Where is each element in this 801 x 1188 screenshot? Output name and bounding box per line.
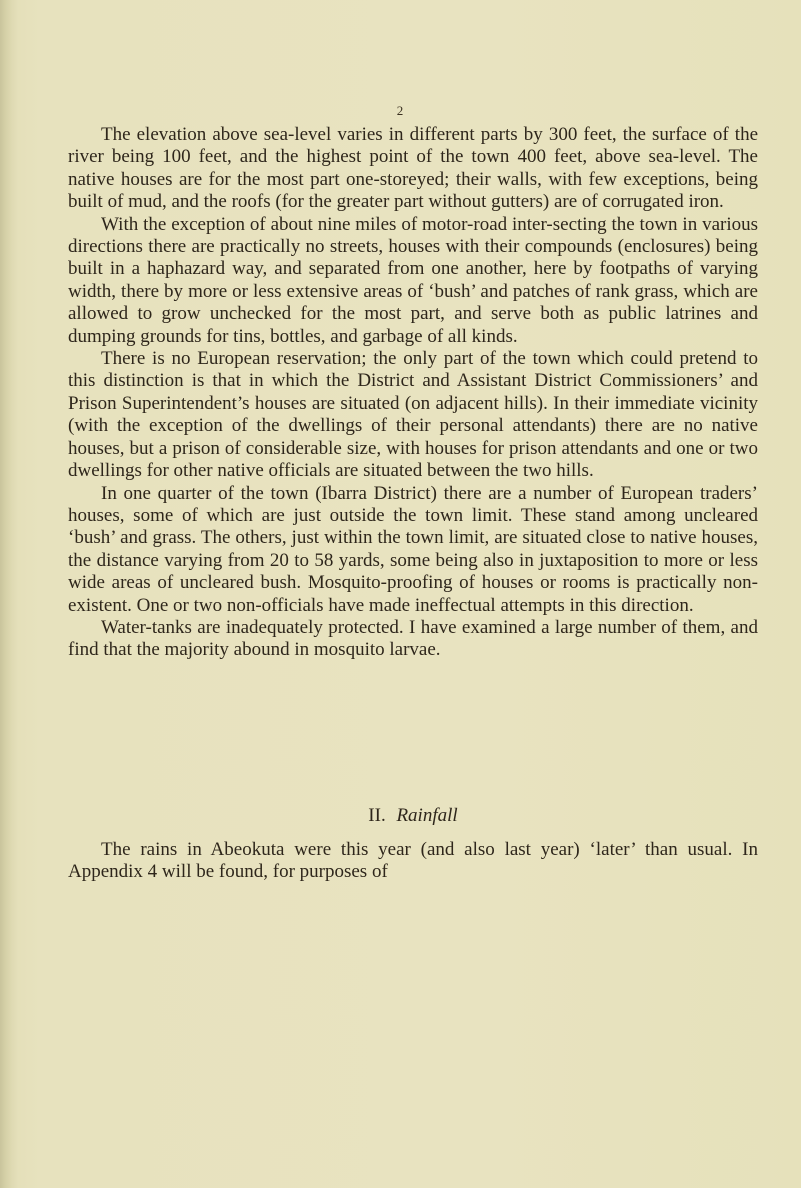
- paragraph: The elevation above sea-level varies in different parts by 300 feet, the surface of the river being 100 feet, and the highest point of the town 400 feet, above sea-level. The native houses are for the most part one-storeyed; their walls, with few exceptions, being built of mud, and the roofs (for the greater part without gutters) are of corrugated iron.: [68, 124, 758, 213]
- body-text: [68, 124, 758, 662]
- page-number: 2: [396, 103, 404, 118]
- paragraph: There is no European reservation; the only part of the town which could pretend to this distinction is that in which the District and Assistant District Commissioners’ and Prison Superintendent’s houses are situated (on adjacent hills). In their immediate vicinity (with the exception of the dwellings of their personal attendants) there are no native houses, but a prison of considerable size, with houses for prison attendants and one or two dwellings for other native officials are situated between the two hills.: [68, 348, 758, 482]
- section-body-text: [68, 839, 758, 884]
- paragraph: Water-tanks are inadequately protected. I have examined a large number of them, and find that the majority abound in mosquito larvae.: [68, 616, 758, 661]
- section-title: Rainfall: [396, 805, 458, 826]
- binding-gutter: [0, 0, 18, 1188]
- paragraph: In one quarter of the town (Ibarra District) there are a number of European traders’ houses, some of which are just outside the town limit. These stand among uncleared ‘bush’ and grass. The others, just within the town limit, are situated close to native houses, the distance varying from 20 to 58 yards, some being also in juxtaposition to more or less wide areas of uncleared bush. Mosquito-proofing of houses or rooms is practically non-existent. One or two non-officials have made ineffectual attempts in this direction.: [68, 482, 758, 616]
- section-heading: [68, 805, 758, 827]
- section-numeral: II.: [368, 805, 386, 826]
- paragraph: With the exception of about nine miles of motor-road inter-secting the town in various directions there are practically no streets, houses with their compounds (enclosures) being built in a haphazard way, and separated from one another, here by footpaths of varying width, there by more or less extensive areas of ‘bush’ and patches of rank grass, which are allowed to grow unchecked for the most part, and serve both as public latrines and dumping grounds for tins, bottles, and garbage of all kinds.: [68, 213, 758, 347]
- paragraph: The rains in Abeokuta were this year (and also last year) ‘later’ than usual. In Appendix 4 will be found, for purposes of: [68, 839, 758, 883]
